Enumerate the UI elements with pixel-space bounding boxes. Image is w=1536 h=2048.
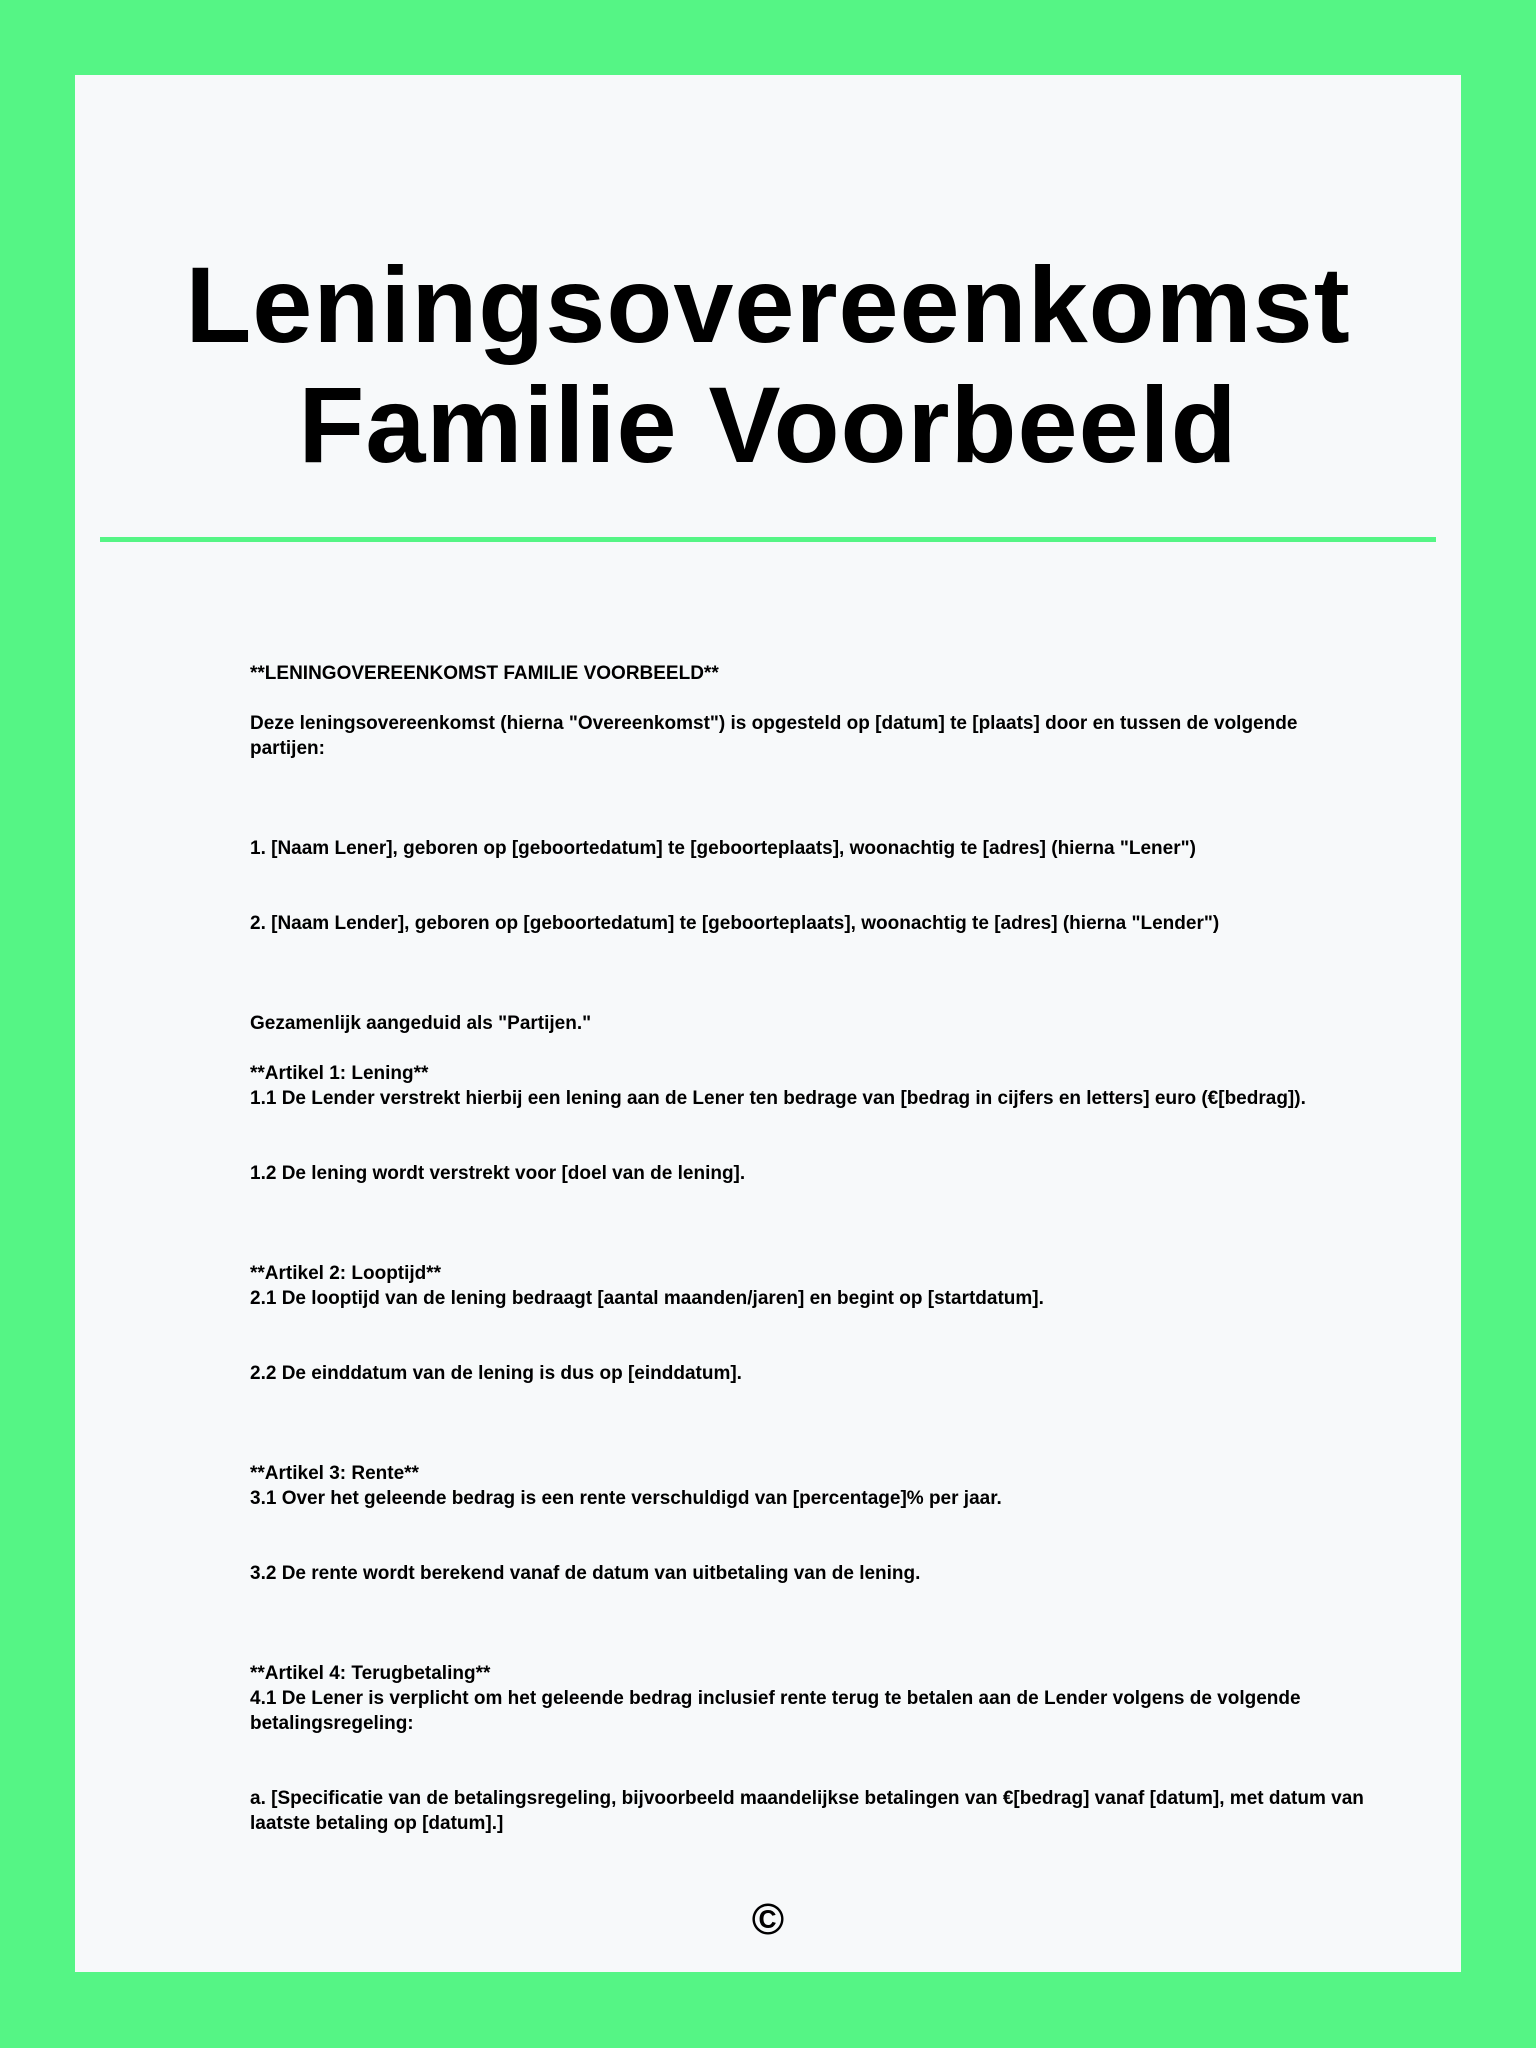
title-line-2: Familie Voorbeeld: [298, 364, 1238, 485]
article-3-2: 3.2 De rente wordt berekend vanaf de datum van uitbetaling van de lening.: [250, 1563, 921, 1584]
party-1: 1. [Naam Lener], geboren op [geboortedatum] te [geboorteplaats], woonachtig te [adres] (hierna "Lener"): [250, 838, 1196, 859]
document-title: [75, 245, 1461, 485]
article-3-1: 3.1 Over het geleende bedrag is een rente verschuldigd van [percentage]% per jaar.: [250, 1488, 1002, 1509]
copyright-icon: ©: [751, 1895, 785, 1944]
joint-designation: Gezamenlijk aangeduid als "Partijen.": [250, 1013, 592, 1034]
article-2-2: 2.2 De einddatum van de lening is dus op [einddatum].: [250, 1363, 742, 1384]
title-line-1: Leningsovereenkomst: [185, 244, 1351, 365]
article-4-a: a. [Specificatie van de betalingsregeling, bijvoorbeeld maandelijkse betalingen van €[bedrag] vanaf [datum], met datum van laatste betaling op [datum].]: [250, 1788, 1364, 1834]
article-1-1: 1.1 De Lender verstrekt hierbij een lening aan de Lener ten bedrage van [bedrag in cijfers en letters] euro (€[bedrag]).: [250, 1088, 1306, 1109]
article-2-1: 2.1 De looptijd van de lening bedraagt [aantal maanden/jaren] en begint op [startdatum].: [250, 1288, 1044, 1309]
article-1-2: 1.2 De lening wordt verstrekt voor [doel van de lening].: [250, 1163, 746, 1184]
document-heading: **LENINGOVEREENKOMST FAMILIE VOORBEELD**: [250, 663, 719, 684]
document-page: [75, 75, 1461, 1972]
article-1-heading: **Artikel 1: Lening**: [250, 1063, 429, 1084]
article-2-heading: **Artikel 2: Looptijd**: [250, 1263, 442, 1284]
article-4-heading: **Artikel 4: Terugbetaling**: [250, 1663, 491, 1684]
party-2: 2. [Naam Lender], geboren op [geboortedatum] te [geboorteplaats], woonachtig te [adres] (hierna "Lender"): [250, 913, 1220, 934]
intro-paragraph: Deze leningsovereenkomst (hierna "Overeenkomst") is opgesteld op [datum] te [plaats] door en tussen de volgende partijen:: [250, 713, 1298, 759]
title-divider: [100, 537, 1436, 542]
article-4-1: 4.1 De Lener is verplicht om het geleende bedrag inclusief rente terug te betalen aan de Lender volgens de volgende betalingsregeling:: [250, 1688, 1301, 1734]
article-3-heading: **Artikel 3: Rente**: [250, 1463, 419, 1484]
document-body: [250, 661, 1370, 1836]
